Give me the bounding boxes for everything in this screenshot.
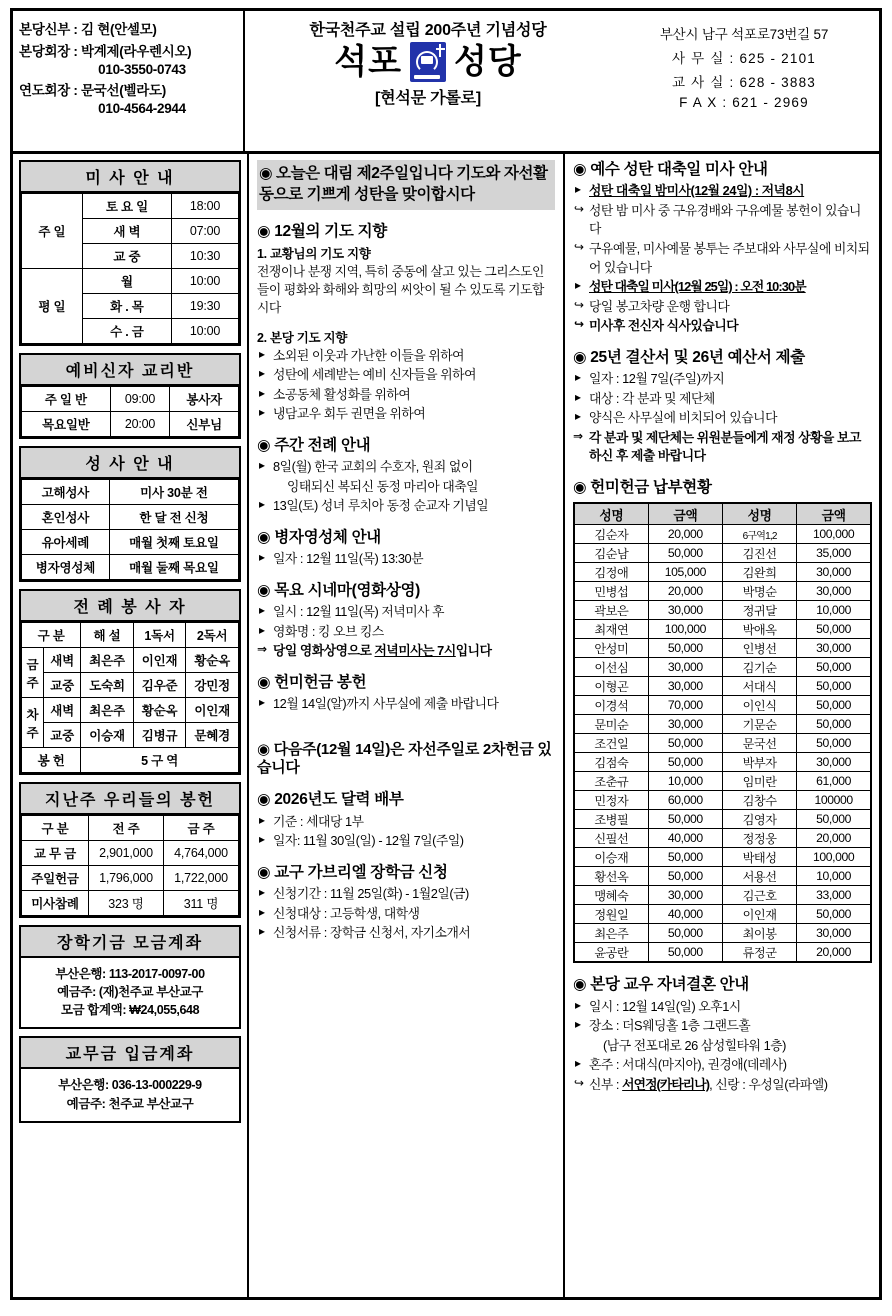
christmas-shuttle-note: ↪ 당일 봉고차량 운행 합니다 [573,298,872,317]
bullet-circle-icon: ◉ [257,436,271,454]
donor-amount: 50,000 [797,658,871,677]
donor-amount: 50,000 [797,696,871,715]
wedding-heading: ◉ 본당 교우 자녀결혼 안내 [573,976,749,994]
offering-row-label: 미사참례 [22,891,89,916]
sacrament-name: 유아세례 [22,530,110,555]
teacher-phone: 교 사 실 : 628 - 3883 [671,75,817,90]
parish-intention-label: 2. 본당 기도 지향 [257,330,347,345]
bulletin-header [10,8,882,154]
catechumen-class-time: 20:00 [110,412,170,437]
table-row [574,943,871,963]
donor-amount: 100,000 [797,525,871,544]
catechumen-class-name: 주 일 반 [22,387,111,412]
bullet-circle-icon: ◉ [257,863,271,881]
office-phone: 사 무 실 : 625 - 2101 [671,51,817,66]
donor-name: 서대식 [723,677,797,696]
table-row [574,734,871,753]
donor-amount: 50,000 [648,753,722,772]
table-row [574,791,871,810]
liturgy-server: 황순옥 [186,648,239,673]
donor-name: 류정군 [723,943,797,963]
liturgy-time: 교중 [44,673,81,698]
bullet-circle-icon: ◉ [257,528,271,546]
wedding-couple: ↪ 신부 : 서연정(카타리나), 신랑 : 우성일(라파엘) [573,1076,872,1095]
donations-col-name: 성명 [574,503,648,525]
sacrament-name: 병자영성체 [22,555,110,580]
scholarship-account-body [21,958,239,1027]
liturgy-server: 도숙희 [81,673,134,698]
budget-deadline: ▸ 일자 : 12월 7일(주일)까지 [573,370,872,389]
donor-name: 서용선 [723,867,797,886]
table-row [574,696,871,715]
cinema-datetime: ▸ 일시 : 12월 11일(목) 저녁미사 후 [257,603,555,622]
donor-amount: 30,000 [648,658,722,677]
donor-name: 김완희 [723,563,797,582]
donor-name: 박명순 [723,582,797,601]
donor-amount: 33,000 [797,886,871,905]
cinema-heading: ◉ 목요 시네마(영화상영) [257,581,421,599]
donor-amount: 50,000 [648,734,722,753]
table-row [574,563,871,582]
donor-name: 최재연 [574,620,648,639]
donations-col-amount: 금액 [648,503,722,525]
dues-holder: 예금주: 천주교 부산교구 [66,1096,194,1111]
christmas-mass-heading: ◉ 예수 성탄 대축일 미사 안내 [573,161,768,178]
lastweek-caption: 지난주 우리들의 봉헌 [21,784,239,815]
donor-amount: 100,000 [648,620,722,639]
table-row [574,677,871,696]
donor-amount: 105,000 [648,563,722,582]
mass-group-weekday: 평 일 [22,269,83,344]
next-week-charity-heading: ◉ 다음주(12월 14일)은 자선주일로 2차헌금 있습니다 [257,740,552,777]
catechumen-class-teacher: 봉사자 [170,387,239,412]
liturgy-servers-caption: 전 례 봉 사 자 [21,591,239,622]
donor-name: 문미순 [574,715,648,734]
parish-intention-item: ▸ 냉담교우 회두 권면을 위하여 [257,405,555,424]
donor-name: 이인식 [723,696,797,715]
donor-amount: 20,000 [648,582,722,601]
donor-amount: 50,000 [797,905,871,924]
donor-name: 최은주 [574,924,648,943]
catechumen-class-table [19,353,241,439]
donor-name: 정원일 [574,905,648,924]
donor-name: 맹혜숙 [574,886,648,905]
offering-curr-value: 4,764,000 [163,841,238,866]
wedding-parents: ▸ 혼주 : 서대식(마지아), 권경애(데레사) [573,1056,872,1075]
budget-forms: ▸ 양식은 사무실에 비치되어 있습니다 [573,409,872,428]
donor-amount: 50,000 [648,848,722,867]
table-row [574,544,871,563]
table-row [574,525,871,544]
mass-time-label: 새 벽 [82,219,171,244]
scholarship-total: 모금 합계액: ₩24,055,648 [60,1003,200,1018]
table-row [574,753,871,772]
liturgy-time: 새벽 [44,698,81,723]
donor-amount: 30,000 [797,563,871,582]
donor-amount: 35,000 [797,544,871,563]
liturgy-server: 이승재 [81,723,134,748]
header-staff-block [13,11,245,151]
church-name-right: 성당 [454,43,522,81]
offering-zone-label: 봉 헌 [22,748,81,773]
christmas-envelope-note: ↪ 구유예물, 미사예물 봉투는 주보대와 사무실에 비치되어 있습니다 [573,240,872,277]
bullet-circle-icon: ◉ [573,478,587,496]
donor-name: 김점숙 [574,753,648,772]
header-contact-block [611,11,879,151]
table-row [574,658,871,677]
donor-amount: 30,000 [797,582,871,601]
president-line: 본당회장 : 박계제(라우렌시오) [19,44,192,59]
wedding-venue: ▸ 장소 : 더S웨딩홀 1층 그랜드홀 [573,1017,872,1036]
offering-curr-value: 1,722,000 [163,866,238,891]
donor-name: 이승재 [574,848,648,867]
donor-amount: 61,000 [797,772,871,791]
bullet-circle-icon: ◉ [573,348,587,366]
parish-intention-item: ▸ 소공동체 활성화를 위하여 [257,386,555,405]
liturgy-head-reading2: 2독서 [186,623,239,648]
donor-amount: 70,000 [648,696,722,715]
table-row [574,810,871,829]
bullet-circle-icon: ◉ [257,222,271,240]
liturgy-head-division: 구 분 [22,623,81,648]
liturgy-server: 강민정 [186,673,239,698]
donor-amount: 50,000 [648,639,722,658]
donor-amount: 30,000 [797,753,871,772]
budget-submission-heading: ◉ 25년 결산서 및 26년 예산서 제출 [573,348,805,366]
donor-amount: 10,000 [797,601,871,620]
donor-amount: 100,000 [797,848,871,867]
donor-amount: 30,000 [797,639,871,658]
left-column [13,154,249,1297]
donor-name: 곽보은 [574,601,648,620]
table-row [574,582,871,601]
christmas-creche-note: ↪ 성탄 밤 미사 중 구유경배와 구유예물 봉헌이 있습니다 [573,202,872,239]
donor-amount: 30,000 [797,924,871,943]
donor-amount: 20,000 [648,525,722,544]
liturgy-server: 이인재 [133,648,186,673]
table-row [574,829,871,848]
donor-amount: 50,000 [797,715,871,734]
donor-amount: 50,000 [648,544,722,563]
donor-name: 윤공란 [574,943,648,963]
advent-highlight: ◉ 오늘은 대림 제2주일입니다 기도와 자선활동으로 기쁘게 성탄을 맞이합시다 [257,160,555,210]
lastweek-head-division: 구 분 [22,816,89,841]
gabriel-period: ▸ 신청기간 : 11월 25일(화) - 1월2일(금) [257,885,555,904]
right-column [565,154,879,1297]
liturgy-head-commentator: 해 설 [81,623,134,648]
donor-name: 정정웅 [723,829,797,848]
sacrament-caption: 성 사 안 내 [21,448,239,479]
donor-name: 조병필 [574,810,648,829]
table-row [574,772,871,791]
wedding-venue-address: (남구 전포대로 26 삼성힐타워 1층) [603,1037,786,1053]
donor-name: 김순남 [574,544,648,563]
liturgy-week-next: 차주 [22,698,44,748]
donor-name: 민정자 [574,791,648,810]
donor-name: 이형곤 [574,677,648,696]
gabriel-documents: ▸ 신청서류 : 장학금 신청서, 자기소개서 [257,924,555,943]
sacrament-info: 미사 30분 전 [109,480,238,505]
scholarship-account-box [19,925,241,1029]
bulletin-body [10,154,882,1300]
mass-schedule-table [19,160,241,346]
table-row [574,601,871,620]
sacrament-info: 한 달 전 신청 [109,505,238,530]
mass-time-label: 월 [82,269,171,294]
mass-time-label: 토 요 일 [82,194,171,219]
weekly-liturgy-item: ▸ 8일(월) 한국 교회의 수호자, 원죄 없이 [257,458,555,477]
mass-time-label: 수 . 금 [82,319,171,344]
donor-name: 신필선 [574,829,648,848]
donor-amount: 50,000 [648,943,722,963]
offering-row-label: 교 무 금 [22,841,89,866]
sacrament-name: 혼인성사 [22,505,110,530]
donor-amount: 30,000 [648,715,722,734]
fax-number: F A X : 621 - 2969 [679,95,809,110]
donor-amount: 60,000 [648,791,722,810]
yeondo-line: 연도회장 : 문국선(벨라도) [19,83,166,98]
donor-amount: 40,000 [648,829,722,848]
donor-name: 조춘규 [574,772,648,791]
liturgy-time: 교중 [44,723,81,748]
table-row [574,620,871,639]
header-title-block [245,11,611,151]
donor-name: 이선심 [574,658,648,677]
donor-name: 문국선 [723,734,797,753]
pastor-line: 본당신부 : 김 현(안셀모) [19,22,157,37]
catechumen-caption: 예비신자 교리반 [21,355,239,386]
dues-account-box [19,1036,241,1122]
bullet-circle-icon: ◉ [573,976,587,994]
christmas-night-mass: ▸ 성탄 대축일 밤미사(12월 24일) : 저녁8시 [573,182,872,201]
mass-time-value: 10:00 [172,269,239,294]
church-name-row [334,42,521,82]
offering-prev-value: 1,796,000 [88,866,163,891]
liturgy-week-current: 금주 [22,648,44,698]
attendance-prev-value: 323 명 [88,891,163,916]
donor-amount: 50,000 [797,620,871,639]
donor-name: 박부자 [723,753,797,772]
liturgy-server: 문혜경 [186,723,239,748]
mass-time-label: 화 . 목 [82,294,171,319]
donor-name: 김진선 [723,544,797,563]
donor-name: 조건일 [574,734,648,753]
budget-target: ▸ 대상 : 각 분과 및 제단체 [573,390,872,409]
christmas-day-mass: ▸ 성탄 대축일 미사(12월 25일) : 오전 10:30분 [573,278,872,297]
calendar-criteria: ▸ 기준 : 세대당 1부 [257,813,555,832]
donor-amount: 50,000 [648,924,722,943]
middle-column [249,154,565,1297]
liturgy-time: 새벽 [44,648,81,673]
catechumen-class-time: 09:00 [110,387,170,412]
donations-table [573,502,872,963]
liturgy-server: 김병규 [133,723,186,748]
lastweek-offering-table [19,782,241,918]
dues-account-body [21,1069,239,1120]
liturgy-server: 김우준 [133,673,186,698]
donor-name: 임미란 [723,772,797,791]
donor-name: 김근호 [723,886,797,905]
calendar-dates: ▸ 일자: 11월 30일(일) - 12월 7일(주일) [257,832,555,851]
donor-name: 박태성 [723,848,797,867]
catechumen-class-teacher: 신부님 [170,412,239,437]
church-address: 부산시 남구 석포로73번길 57 [659,27,829,42]
bullet-circle-icon: ◉ [257,673,271,691]
anointing-date: ▸ 일자 : 12월 11일(목) 13:30분 [257,550,555,569]
donor-amount: 40,000 [648,905,722,924]
donor-name: 김기순 [723,658,797,677]
prayer-intentions-heading: ◉ 12월의 기도 지향 [257,222,387,240]
donor-amount: 100000 [797,791,871,810]
donor-name: 민병섭 [574,582,648,601]
mass-time-label: 교 중 [82,244,171,269]
offering-zone-value: 5 구 역 [81,748,239,773]
donor-name: 기문순 [723,715,797,734]
donor-name: 6구역1,2 [723,525,797,544]
mass-time-value: 19:30 [172,294,239,319]
donor-name: 김순자 [574,525,648,544]
table-row [574,639,871,658]
liturgy-server: 최은주 [81,648,134,673]
donor-amount: 50,000 [797,677,871,696]
weekly-liturgy-heading: ◉ 주간 전례 안내 [257,436,371,454]
gabriel-eligibility: ▸ 신청대상 : 고등학생, 대학생 [257,905,555,924]
donor-name: 박애옥 [723,620,797,639]
mass-time-value: 18:00 [172,194,239,219]
mass-time-value: 10:00 [172,319,239,344]
donations-heading: ◉ 헌미헌금 납부현황 [573,478,712,496]
dues-account-caption: 교무금 입금계좌 [21,1038,239,1069]
anointing-heading: ◉ 병자영성체 안내 [257,528,381,546]
donor-amount: 20,000 [797,943,871,963]
donor-name: 김영자 [723,810,797,829]
rice-offering-deadline: ▸ 12월 14일(알)까지 사무실에 제출 바랍니다 [257,695,555,714]
anniversary-text: 한국천주교 설립 200주년 기념성당 [309,22,547,39]
donor-name: 정귀달 [723,601,797,620]
donor-name: 이인재 [723,905,797,924]
wedding-datetime: ▸ 일시 : 12월 14일(일) 오후1시 [573,998,872,1017]
parish-intention-item: ▸ 성탄에 세례받는 예비 신자들을 위하여 [257,366,555,385]
donations-col-amount: 금액 [797,503,871,525]
donor-amount: 30,000 [648,886,722,905]
sacrament-info: 매월 첫째 토요일 [109,530,238,555]
donor-amount: 50,000 [648,810,722,829]
bullet-circle-icon: ◉ [257,791,271,809]
gabriel-scholarship-heading: ◉ 교구 가브리엘 장학금 신청 [257,863,448,881]
table-row [574,867,871,886]
table-row [574,886,871,905]
donor-name: 황선옥 [574,867,648,886]
table-row [574,924,871,943]
sacrament-name: 고해성사 [22,480,110,505]
weekly-liturgy-item-cont: 잉태되신 복되신 동정 마리아 대축일 [287,478,479,494]
scholarship-holder: 예금주: (재)천주교 부산교구 [57,985,203,1000]
donor-amount: 30,000 [648,677,722,696]
bullet-circle-icon: ◉ [573,161,587,178]
yeondo-phone: 010-4564-2944 [98,101,186,116]
offering-prev-value: 2,901,000 [88,841,163,866]
table-row [574,715,871,734]
donor-amount: 10,000 [797,867,871,886]
weekly-liturgy-item: ▸ 13일(토) 성녀 루치아 동정 순교자 기념일 [257,497,555,516]
lastweek-head-prev: 전 주 [88,816,163,841]
liturgy-server: 황순옥 [133,698,186,723]
patron-saint-label: [현석문 가롤로] [374,90,482,107]
scholarship-bank: 부산은행: 113-2017-0097-00 [55,967,205,981]
donor-name: 안성미 [574,639,648,658]
donations-header-row [574,503,871,525]
donor-amount: 10,000 [648,772,722,791]
bullet-circle-icon: ◉ [257,581,271,599]
donor-amount: 20,000 [797,829,871,848]
wedding-bride-name: 서연정(카타리나) [622,1076,710,1092]
table-row [574,905,871,924]
donor-amount: 50,000 [797,734,871,753]
church-name-left: 석포 [334,43,402,81]
table-row [574,848,871,867]
parish-intention-item: ▸ 소외된 이웃과 가난한 이들을 위하여 [257,347,555,366]
attendance-curr-value: 311 명 [163,891,238,916]
president-phone: 010-3550-0743 [98,62,186,77]
lastweek-head-curr: 금 주 [163,816,238,841]
sacrament-info: 매월 둘째 목요일 [109,555,238,580]
rice-offering-heading: ◉ 헌미헌금 봉헌 [257,673,367,691]
cinema-movie-title: ▸ 영화명 : 킹 오브 킹스 [257,623,555,642]
christmas-meal-note: ↪ 미사후 전신자 식사있습니다 [573,317,872,336]
liturgy-server: 이인재 [186,698,239,723]
catechumen-class-name: 목요일반 [22,412,111,437]
cinema-note: ⇒ 당일 영화상영으로 저녁미사는 7시입니다 [257,642,555,661]
donor-amount: 50,000 [797,810,871,829]
offering-row-label: 주일헌금 [22,866,89,891]
donor-name: 인병선 [723,639,797,658]
sacrament-table [19,446,241,582]
liturgy-servers-table [19,589,241,775]
mass-time-value: 10:30 [172,244,239,269]
mass-time-value: 07:00 [172,219,239,244]
pope-intention-body: 전쟁이나 분쟁 지역, 특히 중동에 살고 있는 그리스도인들이 평화와 화해와 희망의 씨앗이 될 수 있도록 기도합시다 [257,264,544,316]
liturgy-head-reading1: 1독서 [133,623,186,648]
dues-bank: 부산은행: 036-13-000229-9 [58,1078,202,1093]
donor-name: 김정애 [574,563,648,582]
budget-note: ⇒ 각 분과 및 제단체는 위원분들에게 재정 상황을 보고하신 후 제출 바랍니다 [573,429,872,466]
donor-name: 이경석 [574,696,648,715]
mass-group-sunday: 주 일 [22,194,83,269]
church-logo-icon [410,42,446,82]
donor-amount: 50,000 [648,867,722,886]
donor-name: 최이봉 [723,924,797,943]
liturgy-server: 최은주 [81,698,134,723]
scholarship-account-caption: 장학기금 모금계좌 [21,927,239,958]
cinema-note-underlined: 저녁미사는 7시 [374,643,456,659]
pope-intention-label: 1. 교황님의 기도 지향 [257,247,371,262]
donor-amount: 30,000 [648,601,722,620]
mass-schedule-caption: 미 사 안 내 [21,162,239,193]
calendar-distribution-heading: ◉ 2026년도 달력 배부 [257,791,404,809]
donor-name: 김창수 [723,791,797,810]
donations-col-name: 성명 [723,503,797,525]
